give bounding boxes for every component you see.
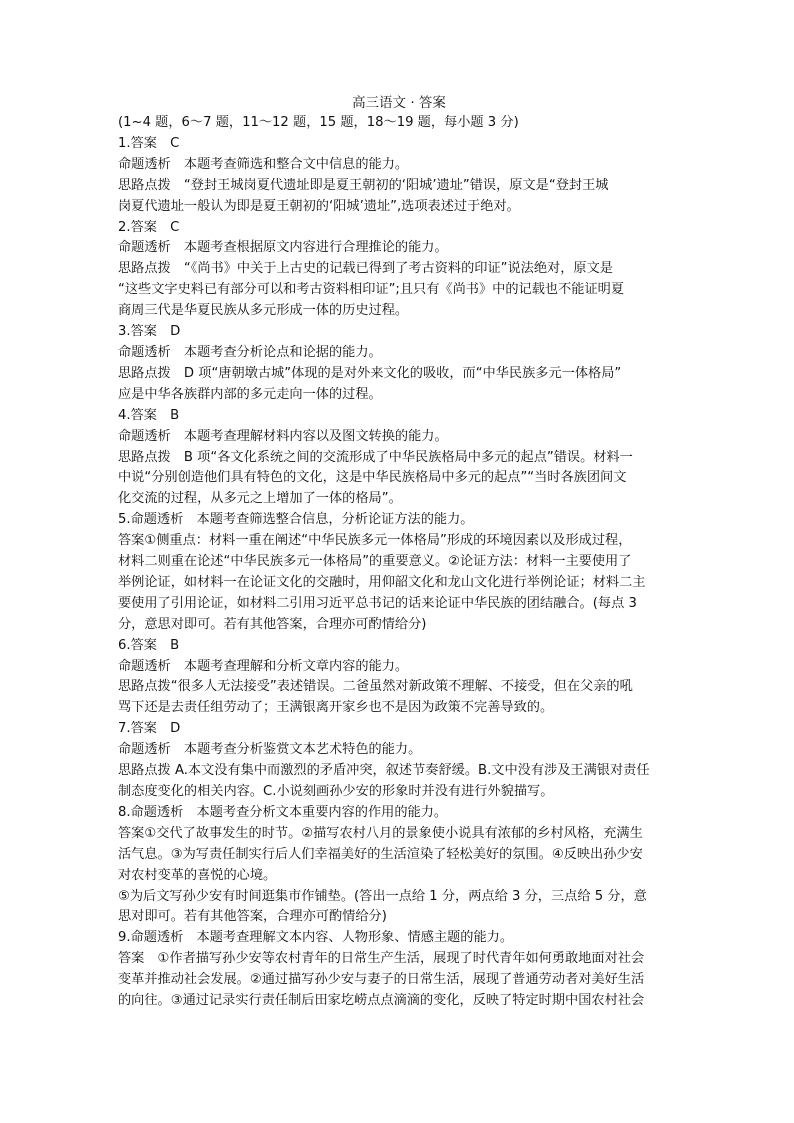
text-line: ⑤为后文写孙少安有时间逛集市作铺垫。(答出一点给 1 分，两点给 3 分，三点给 5 分，意: [118, 888, 647, 904]
text-line: 命题透析 本题考查筛选和整合文中信息的能力。: [118, 156, 409, 172]
text-line: 5.命题透析 本题考查筛选整合信息，分析论证方法的能力。: [118, 512, 474, 528]
text-line: 岗夏代遗址一般认为即是夏王朝初的‘阳城’遗址”,选项表述过于绝对。: [118, 198, 520, 214]
text-line: 商周三代是华夏民族从多元形成一体的历史过程。: [118, 303, 409, 319]
answer-sheet-page: [118, 93, 680, 1012]
text-line: 应是中华各族群内部的多元走向一体的过程。: [118, 386, 382, 402]
text-line: 思路点拨 “《尚书》中关于上古史的记载已得到了考古资料的印证”说法绝对，原文是: [118, 261, 613, 277]
text-line: 9.命题透析 本题考查理解文本内容、人物形象、情感主题的能力。: [118, 930, 514, 946]
text-line: 答案 ①作者描写孙少安等农村青年的日常生产生活，展现了时代青年如何勇敢地面对社会: [118, 951, 645, 967]
text-line: 化交流的过程，从多元之上增加了一体的格局”。: [118, 491, 402, 507]
text-line: 思路点拨 A.本文没有集中而激烈的矛盾冲突，叙述节奏舒缓。B.文中没有涉及王满银对责任: [118, 763, 650, 779]
text-line: 2.答案 C: [118, 219, 180, 235]
text-line: 命题透析 本题考查分析鉴赏文本艺术特色的能力。: [118, 742, 422, 758]
text-line: 答案①侧重点：材料一重在阐述“中华民族多元一体格局”形成的环境因素以及形成过程，: [118, 533, 632, 549]
text-line: 命题透析 本题考查根据原文内容进行合理推论的能力。: [118, 240, 448, 256]
text-line: 的向往。③通过记录实行责任制后田家圪崂点点滴滴的变化，反映了特定时期中国农村社会: [118, 993, 645, 1009]
text-line: 思路点拨 “登封王城岗夏代遗址即是夏王朝初的‘阳城’遗址”错误，原文是“登封王城: [118, 177, 609, 193]
text-line: 8.命题透析 本题考查分析文本重要内容的作用的能力。: [118, 804, 448, 820]
text-line: (1~4 题，6～7 题，11～12 题，15 题，18～19 题，每小题 3 分): [118, 115, 519, 130]
text-line: 分，意思对即可。若有其他答案，合理亦可酌情给分): [118, 616, 427, 632]
text-line: 中说“分别创造他们具有特色的文化，这是中华民族格局中多元的起点”“当时各族团间文: [118, 470, 627, 486]
text-line: 制态度变化的相关内容。C.小说刻画孙少安的形象时并没有进行外貌描写。: [118, 784, 554, 799]
text-line: 7.答案 D: [118, 721, 181, 737]
text-line: 材料二则重在论述“中华民族多元一体格局”的重要意义。②论证方法：材料一主要使用了: [118, 554, 632, 570]
text-line: 要使用了引用论证，如材料二引用习近平总书记的话来论证中华民族的团结融合。(每点 3: [118, 595, 637, 611]
text-line: 举例论证，如材料一在论证文化的交融时，用仰韶文化和龙山文化进行举例论证；材料二主: [118, 574, 646, 590]
page-title: 高三语文 · 答案: [352, 95, 446, 111]
text-line: 4.答案 B: [118, 407, 180, 423]
text-line: 变革并推动社会发展。②通过描写孙少安与妻子的日常生活，展现了普通劳动者对美好生活: [118, 972, 645, 988]
text-line: 活气息。③为写责任制实行后人们幸福美好的生活渲染了轻松美好的氛围。④反映出孙少安: [118, 846, 643, 862]
answer-body: [118, 113, 680, 1012]
text-line: 骂下还是去责任组劳动了；王满银离开家乡也不是因为政策不完善导致的。: [118, 700, 554, 716]
text-line: 思对即可。若有其他答案，合理亦可酌情给分): [118, 909, 387, 925]
text-line: 思路点拨“很多人无法接受”表述错误。二爸虽然对新政策不理解、不接受，但在父亲的吼: [118, 679, 633, 695]
text-line: 命题透析 本题考查理解材料内容以及图文转换的能力。: [118, 428, 448, 444]
text-line: 6.答案 B: [118, 637, 180, 653]
text-line: 命题透析 本题考查分析论点和论据的能力。: [118, 344, 382, 360]
text-line: “这些文字史料已有部分可以和考古资料相印证”;且只有《尚书》中的记载也不能证明夏: [118, 282, 625, 298]
text-line: 对农村变革的喜悦的心境。: [118, 867, 277, 883]
text-line: 思路点拨 B 项“各文化系统之间的交流形成了中华民族格局中多元的起点”错误。材料一: [118, 449, 633, 465]
text-line: 答案①交代了故事发生的时节。②描写农村八月的景象使小说具有浓郁的乡村风格，充满生: [118, 825, 643, 841]
text-line: 思路点拨 D 项“唐朝墩古城”体现的是对外来文化的吸收，而“中华民族多元一体格局”: [118, 365, 622, 381]
text-line: 命题透析 本题考查理解和分析文章内容的能力。: [118, 658, 409, 674]
text-line: 1.答案 C: [118, 135, 180, 151]
text-line: 3.答案 D: [118, 324, 181, 340]
